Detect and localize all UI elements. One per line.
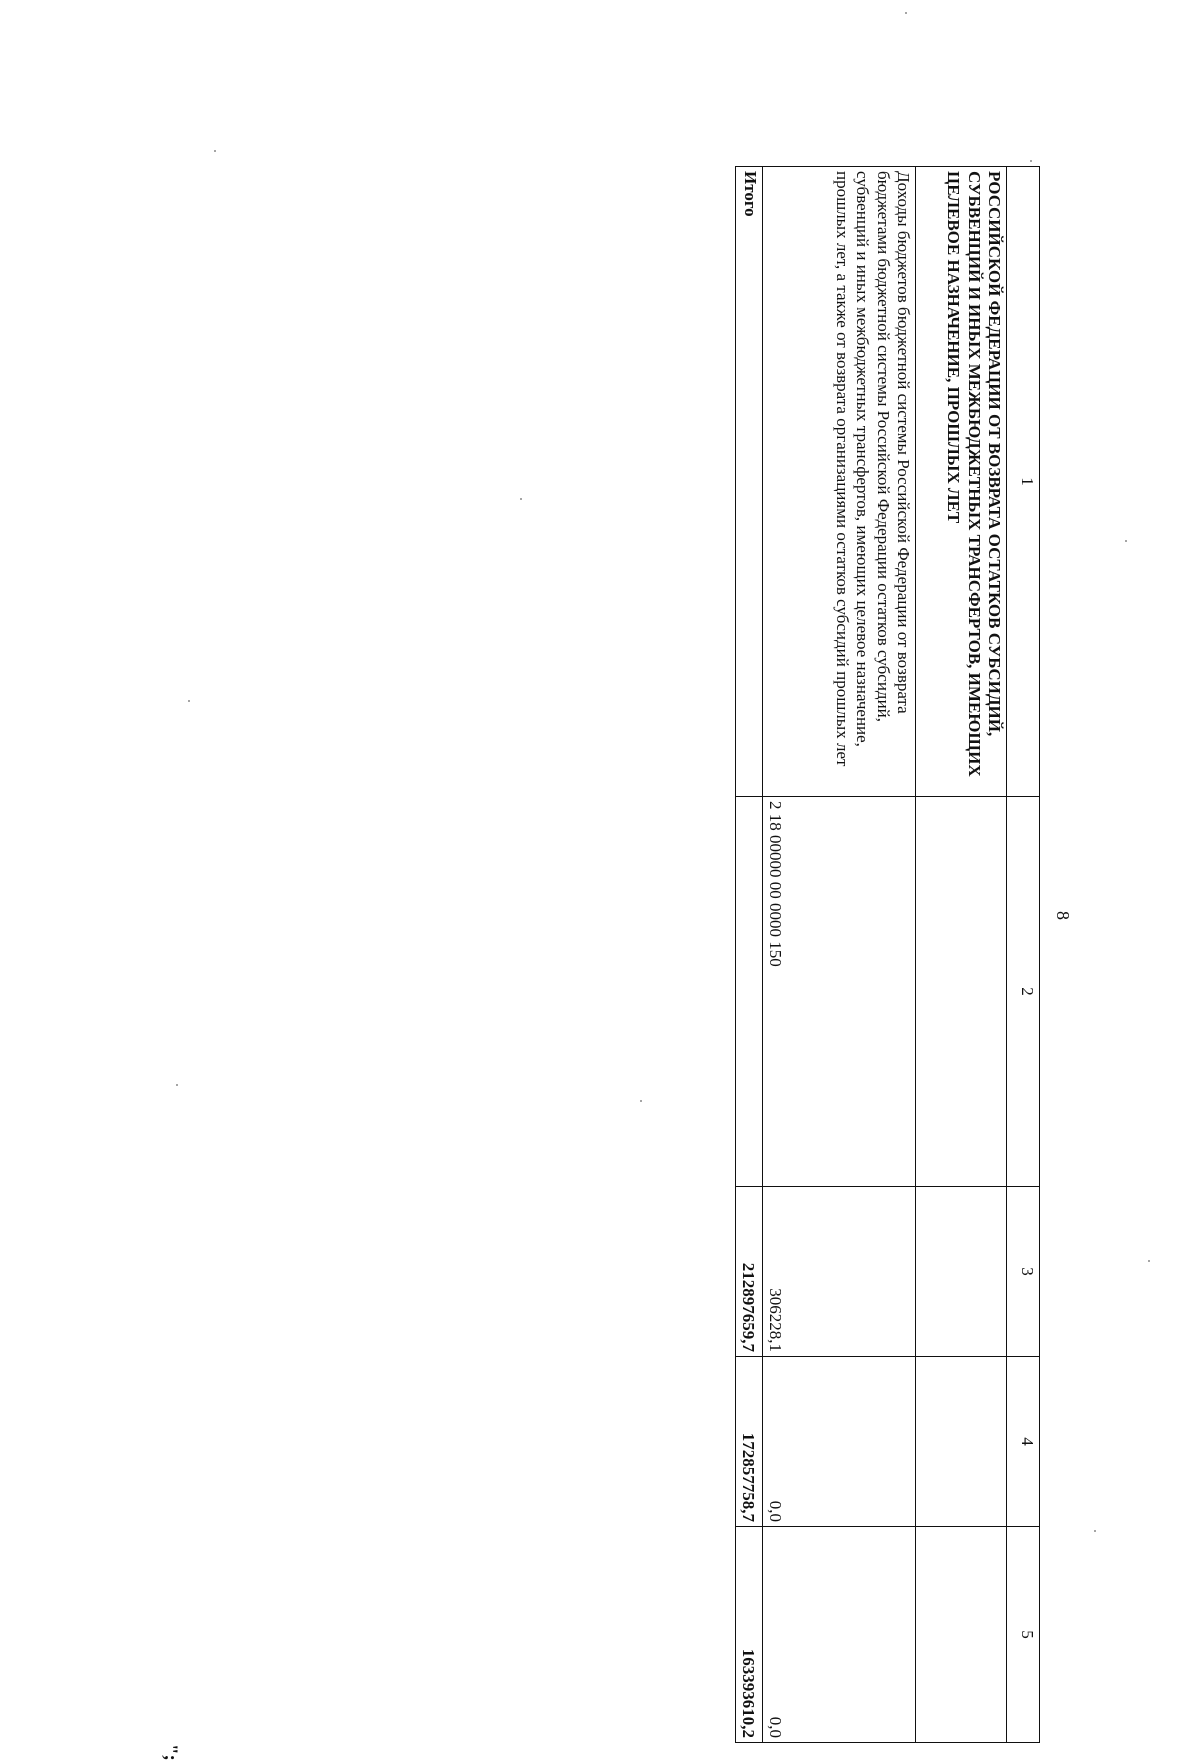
income-col5: 0,0: [763, 1527, 916, 1743]
rotated-page: [160, 166, 1075, 1761]
total-col3: 212897659,7: [736, 1187, 763, 1357]
header-row: [1007, 167, 1040, 1743]
scan-speck: [1094, 1530, 1096, 1532]
header-cell: 1: [1007, 167, 1040, 797]
empty-cell: [916, 797, 1007, 1187]
header-cell: 2: [1007, 797, 1040, 1187]
scan-speck: [1125, 540, 1127, 542]
total-col5: 163393610,2: [736, 1527, 763, 1743]
scan-speck: [1030, 160, 1032, 162]
budget-income-table: [735, 166, 1040, 1743]
income-code: 2 18 00000 00 0000 150: [763, 797, 916, 1187]
income-description: Доходы бюджетов бюджетной системы Российской Федерации от возврата бюджетами бюджетной системы Российской Федерации остатков субсидий, субвенций и иных межбюджетных трансфертов, имеющих целевое назначение, прошлых лет, а также от возврата организациями остатков субсидий прошлых лет: [763, 167, 916, 797]
empty-cell: [916, 1527, 1007, 1743]
header-cell: 3: [1007, 1187, 1040, 1357]
section-title: РОССИЙСКОЙ ФЕДЕРАЦИИ ОТ ВОЗВРАТА ОСТАТКОВ СУБСИДИЙ, СУБВЕНЦИЙ И ИНЫХ МЕЖБЮДЖЕТНЫХ ТРАНСФЕРТОВ, ИМЕЮЩИХ ЦЕЛЕВОЕ НАЗНАЧЕНИЕ, ПРОШЛЫХ ЛЕТ: [916, 167, 1007, 797]
header-cell: 4: [1007, 1357, 1040, 1527]
scan-speck: [905, 12, 907, 14]
income-row: [763, 167, 916, 1743]
empty-cell: [916, 1187, 1007, 1357]
empty-cell: [736, 797, 763, 1187]
total-col4: 172857758,7: [736, 1357, 763, 1527]
section-row: [916, 167, 1007, 1743]
header-cell: 5: [1007, 1527, 1040, 1743]
total-row: [736, 167, 763, 1743]
scan-speck: [214, 150, 216, 152]
scan-speck: [188, 700, 190, 702]
page-number: 8: [1053, 911, 1073, 920]
income-col4: 0,0: [763, 1357, 916, 1527]
empty-cell: [916, 1357, 1007, 1527]
closing-quote-mark: ";: [160, 1744, 181, 1761]
scan-speck: [1148, 1260, 1150, 1262]
income-col3: 306228,1: [763, 1187, 916, 1357]
total-label: Итого: [736, 167, 763, 797]
scan-speck: [176, 1084, 178, 1086]
